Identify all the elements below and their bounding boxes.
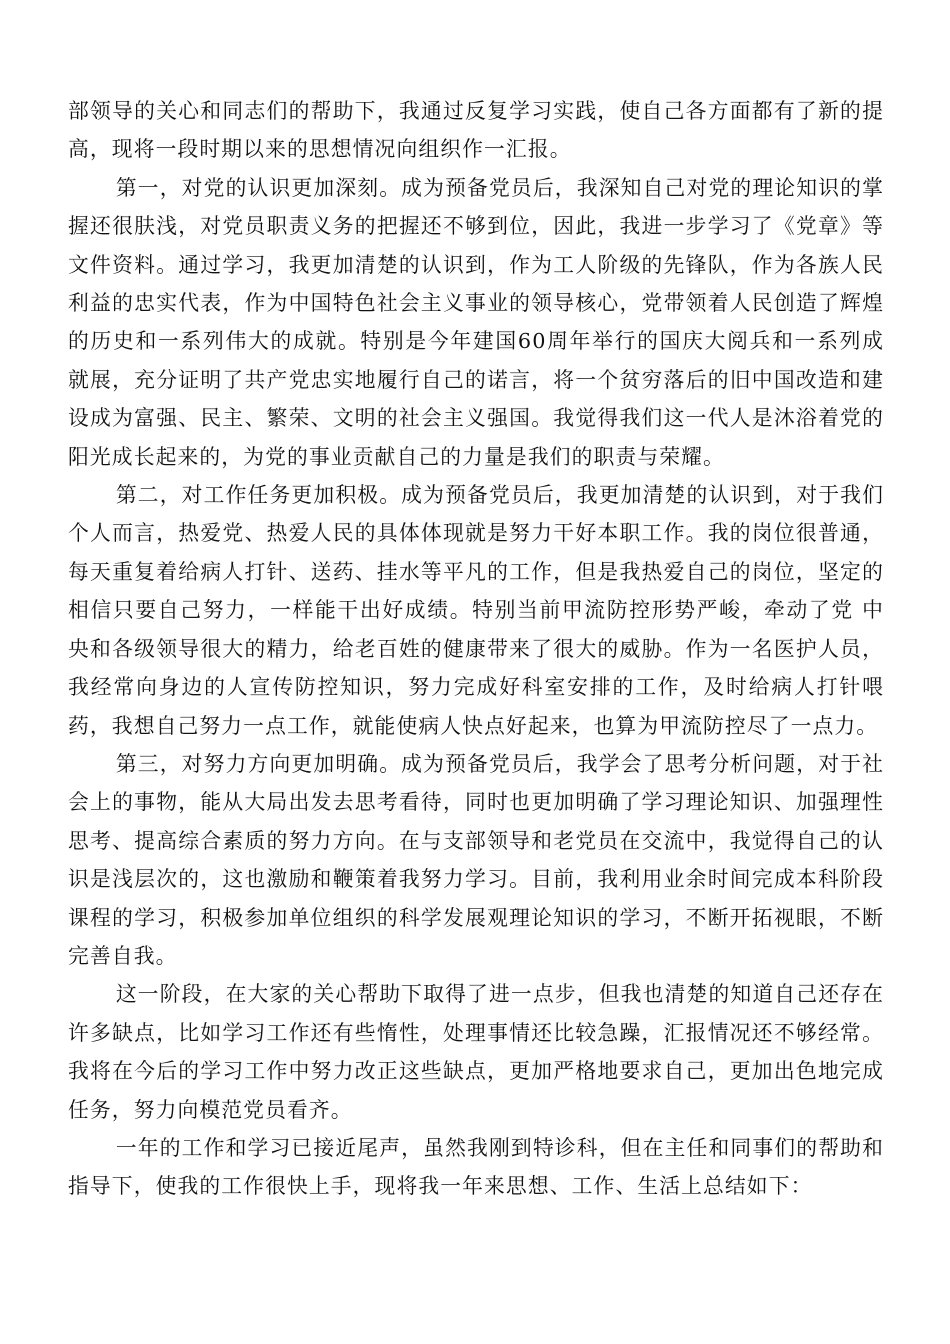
paragraph-first-point: 第一，对党的认识更加深刻。成为预备党员后，我深知自己对党的理论知识的掌握还很肤浅，对党员职责义务的把握还不够到位，因此，我进一步学习了《党章》等文件资料。通过学习，我更加清楚的认识到，作为工人阶级的先锋队，作为各族人民利益的忠实代表，作为中国特色社会主义事业的领导核心，党带领着人民创造了辉煌的历史和一系列伟大的成就。特别是今年建国60周年举行的国庆大阅兵和一系列成就展，充分证明了共产党忠实地履行自己的诺言，将一个贫穷落后的旧中国改造和建设成为富强、民主、繁荣、文明的社会主义强国。我觉得我们这一代人是沐浴着党的阳光成长起来的，为党的事业贡献自己的力量是我们的职责与荣耀。 (68, 175, 884, 469)
paragraph-shortcomings: 这一阶段，在大家的关心帮助下取得了进一点步，但我也清楚的知道自己还存在许多缺点，比如学习工作还有些惰性，处理事情还比较急躁，汇报情况还不够经常。我将在今后的学习工作中努力改正这些缺点，更加严格地要求自己，更加出色地完成任务，努力向模范党员看齐。 (68, 982, 884, 1122)
paragraph-third-point: 第三，对努力方向更加明确。成为预备党员后，我学会了思考分析问题，对于社会上的事物，能从大局出发去思考看待，同时也更加明确了学习理论知识、加强理性思考、提高综合素质的努力方向。在与支部领导和老党员在交流中，我觉得自己的认识是浅层次的，这也激励和鞭策着我努力学习。目前，我利用业余时间完成本科阶段课程的学习，积极参加单位组织的科学发展观理论知识的学习，不断开拓视眼，不断完善自我。 (68, 751, 884, 968)
document-page (68, 92, 884, 1206)
paragraph-second-point: 第二，对工作任务更加积极。成为预备党员后，我更加清楚的认识到，对于我们个人而言，热爱党、热爱人民的具体体现就是努力干好本职工作。我的岗位很普通，每天重复着给病人打针、送药、挂水等平凡的工作，但是我热爱自己的岗位，坚定的相信只要自己努力，一样能干出好成绩。特别当前甲流防控形势严峻，牵动了党 中央和各级领导很大的精力，给老百姓的健康带来了很大的威胁。作为一名医护人员，我经常向身边的人宣传防控知识，努力完成好科室安排的工作，及时给病人打针喂药，我想自己努力一点工作，就能使病人快点好起来，也算为甲流防控尽了一点力。 (68, 483, 884, 738)
paragraph-intro-continuation: 部领导的关心和同志们的帮助下，我通过反复学习实践，使自己各方面都有了新的提高，现将一段时期以来的思想情况向组织作一汇报。 (68, 99, 884, 162)
paragraph-year-summary: 一年的工作和学习已接近尾声，虽然我刚到特诊科，但在主任和同事们的帮助和指导下，使我的工作很快上手，现将我一年来思想、工作、生活上总结如下： (68, 1135, 884, 1199)
